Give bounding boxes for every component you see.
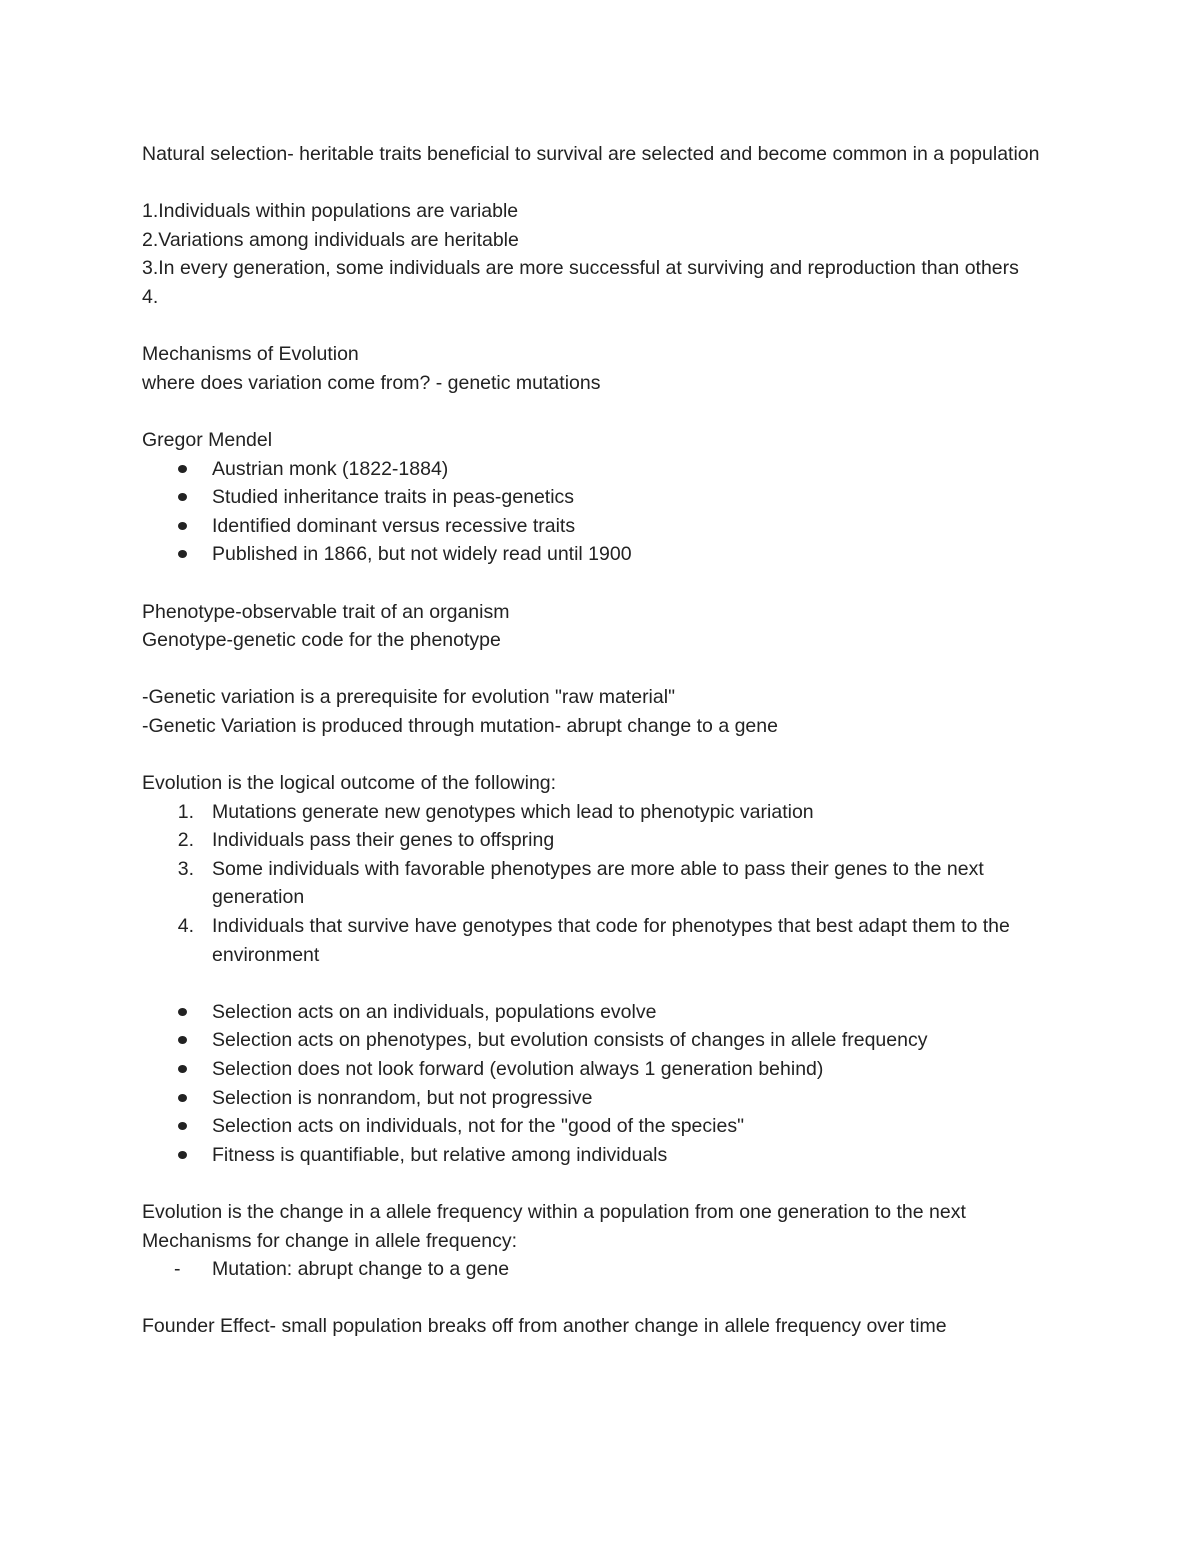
- list-item: [142, 855, 1072, 912]
- list-item-text: Mutation: abrupt change to a gene: [212, 1258, 510, 1281]
- list-item-text: Studied inheritance traits in peas-genetics: [212, 486, 575, 509]
- variation-line-1: -Genetic variation is a prerequisite for evolution "raw material": [142, 686, 675, 709]
- list-number: 3.: [177, 857, 194, 880]
- spacer: [142, 1169, 1072, 1198]
- list-item: [142, 1112, 1072, 1141]
- bullet-icon: [178, 465, 187, 473]
- list-item-text: Austrian monk (1822-1884): [212, 457, 449, 480]
- list-item: [142, 1084, 1072, 1113]
- bullet-icon: [178, 1122, 187, 1130]
- bullet-icon: [178, 1008, 187, 1016]
- spacer: [142, 740, 1072, 769]
- mechanisms-heading: Mechanisms of Evolution: [142, 343, 359, 366]
- list-item-text: Individuals pass their genes to offspring: [212, 829, 555, 852]
- list-item: [142, 1141, 1072, 1170]
- list-item: [142, 1055, 1072, 1084]
- list-item: [142, 912, 1072, 969]
- mendel-bullet-list: [142, 455, 1072, 569]
- variation-question: where does variation come from? - genetic mutations: [142, 371, 601, 394]
- bullet-icon: [178, 1065, 187, 1073]
- allele-mechanisms-list: [142, 1255, 1072, 1284]
- list-item-text: Selection acts on individuals, not for the "good of the species": [212, 1115, 745, 1138]
- spacer: [142, 655, 1072, 684]
- list-number: 4.: [177, 915, 194, 938]
- allele-frequency-definition: Evolution is the change in a allele frequency within a population from one generation to the next: [142, 1200, 966, 1223]
- allele-mechanisms-intro: Mechanisms for change in allele frequency:: [142, 1229, 518, 1252]
- bullet-icon: [178, 522, 187, 530]
- list-item: [142, 455, 1072, 484]
- spacer: [142, 1284, 1072, 1313]
- document-page: [142, 140, 1072, 1341]
- logical-outcome-numbered-list: [142, 798, 1072, 970]
- list-item: [142, 798, 1072, 827]
- spacer: [142, 312, 1072, 341]
- list-item-text: Individuals that survive have genotypes that code for phenotypes that best adapt them to the environment: [212, 915, 1010, 966]
- bullet-icon: [178, 1036, 187, 1044]
- principle-3: 3.In every generation, some individuals are more successful at surviving and reproduction than others: [142, 257, 1019, 280]
- genotype-definition: Genotype-genetic code for the phenotype: [142, 629, 501, 652]
- bullet-icon: [178, 1151, 187, 1159]
- mendel-heading: Gregor Mendel: [142, 428, 273, 451]
- list-item-text: Selection acts on phenotypes, but evolution consists of changes in allele frequency: [212, 1029, 928, 1052]
- list-item-text: Mutations generate new genotypes which lead to phenotypic variation: [212, 800, 814, 823]
- list-item: [142, 998, 1072, 1027]
- list-item-text: Published in 1866, but not widely read until 1900: [212, 543, 632, 566]
- list-item: [142, 826, 1072, 855]
- list-item: [142, 1026, 1072, 1055]
- principle-2: 2.Variations among individuals are heritable: [142, 228, 519, 251]
- principle-4: 4.: [142, 285, 159, 308]
- list-number: 1.: [177, 800, 194, 823]
- list-item-text: Fitness is quantifiable, but relative among individuals: [212, 1143, 668, 1166]
- list-item-text: Selection acts on an individuals, populations evolve: [212, 1000, 657, 1023]
- list-number: 2.: [177, 829, 194, 852]
- list-item: [142, 512, 1072, 541]
- list-item-text: Selection does not look forward (evolution always 1 generation behind): [212, 1058, 824, 1080]
- spacer: [142, 569, 1072, 598]
- bullet-icon: [178, 1094, 187, 1102]
- list-item: [142, 483, 1072, 512]
- list-item-text: Selection is nonrandom, but not progressive: [212, 1086, 593, 1109]
- selection-bullet-list: [142, 998, 1072, 1170]
- bullet-icon: [178, 550, 187, 558]
- list-item: [142, 540, 1072, 569]
- logical-outcome-intro: Evolution is the logical outcome of the following:: [142, 772, 557, 795]
- founder-effect-definition: Founder Effect- small population breaks off from another change in allele frequency over time: [142, 1315, 947, 1338]
- principle-1: 1.Individuals within populations are variable: [142, 200, 519, 223]
- list-item-text: Some individuals with favorable phenotypes are more able to pass their genes to the next generation: [212, 857, 984, 909]
- bullet-icon: [178, 493, 187, 501]
- natural-selection-definition: Natural selection- heritable traits beneficial to survival are selected and become common in a population: [142, 143, 1040, 165]
- phenotype-definition: Phenotype-observable trait of an organism: [142, 600, 510, 623]
- list-item-text: Identified dominant versus recessive traits: [212, 514, 576, 537]
- spacer: [142, 397, 1072, 426]
- list-item: [142, 1255, 1072, 1284]
- variation-line-2: -Genetic Variation is produced through mutation- abrupt change to a gene: [142, 714, 778, 737]
- spacer: [142, 169, 1072, 198]
- spacer: [142, 969, 1072, 998]
- dash-marker: -: [174, 1258, 181, 1281]
